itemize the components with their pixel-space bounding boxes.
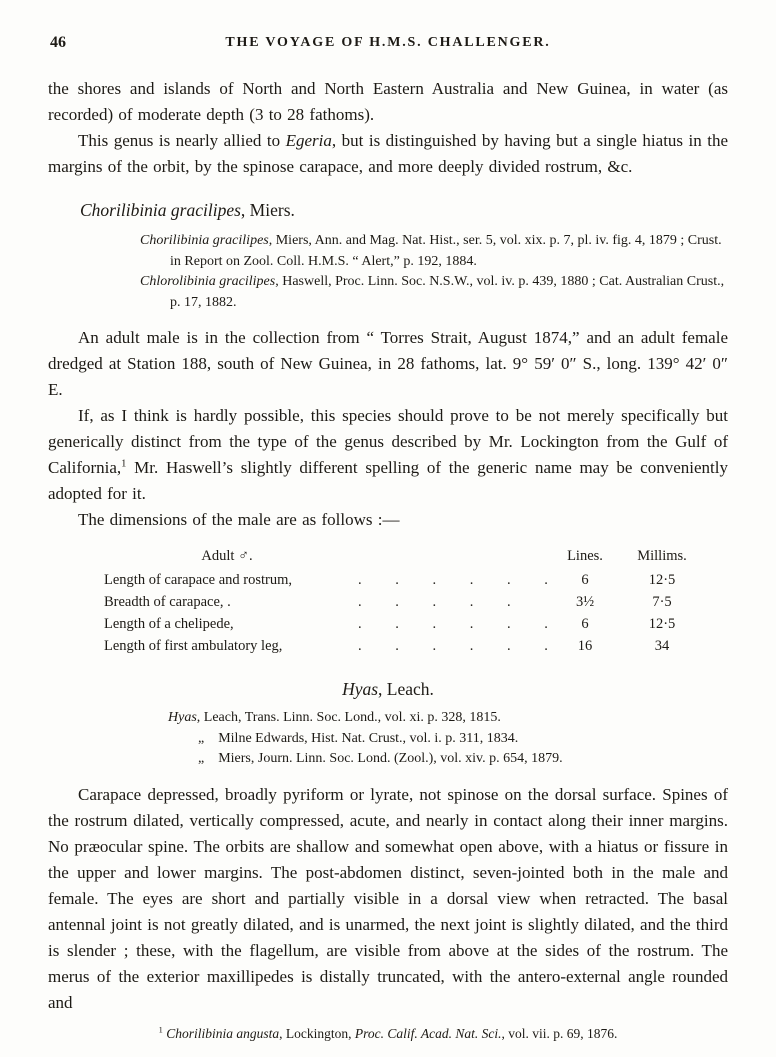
table-cell-label: Length of first ambulatory leg, [104,638,283,654]
citation-line: „ Miers, Journ. Linn. Soc. Lond. (Zool.), vol. xiv. p. 654, 1879. [198,751,563,766]
table-row [104,591,710,613]
paragraph-specimens: An adult male is in the collection from “ Torres Strait, August 1874,” and an adult female dredged at Station 188, south of New Guinea, in 28 fathoms, lat. 9° 59′ 0″ S., long. 139° 42′ 0″ E. [48,328,728,399]
paragraph-genus-comparison: This genus is nearly allied to Egeria, but is distinguished by having but a single hiatus in the margins of the orbit, by the spinose carapace, and more deeply divided rostrum, &c. [48,131,728,176]
genus-heading-hyas: Hyas, Leach. [342,679,434,699]
table-cell-lines: 16 [577,638,593,654]
book-page [48,34,728,1043]
citation-line: Chorilibinia gracilipes, Miers, Ann. and Mag. Nat. Hist., ser. 5, vol. xix. p. 7, pl. iv. fig. 4, 1879 ; Crust. in Report on Zool. Coll. H.M.S. “ Alert,” p. 192, 1884. [140,233,722,269]
table-header-row [104,545,710,567]
citation-line: Hyas, Leach, Trans. Linn. Soc. Lond., vol. xi. p. 328, 1815. [168,710,501,725]
page-number: 46 [50,34,66,51]
table-cell-lines: 3½ [575,594,595,610]
paragraph-hyas-description: Carapace depressed, broadly pyriform or lyrate, not spinose on the dorsal surface. Spines of the rostrum dilated, vertically compressed, acute, and nearly in contact along their inner margins. No præocular spine. The orbits are shallow and somewhat open above, with a hiatus or fissure in the upper and lower margins. The post-abdomen distinct, seven-jointed both in the male and female. The eyes are short and partially visible in a dorsal view when retracted. The basal antennal joint is not greatly dilated, and is unarmed, the next joint is slightly dilated, and the third is slender ; these, with the flagellum, are visible from above at the sides of the rostrum. The merus of the exterior maxillipedes is distally truncated, with the antero-external angle rounded and [48,784,728,1012]
paragraph-continuation: the shores and islands of North and North Eastern Australia and New Guinea, in water (as recorded) of moderate depth (3 to 28 fathoms). [48,79,728,124]
citation-line: „ Milne Edwards, Hist. Nat. Crust., vol. i. p. 311, 1834. [198,730,519,746]
paragraph-dimensions-intro: The dimensions of the male are as follows :— [78,510,400,529]
table-header-subject: Adult ♂. [201,548,253,564]
table-header-millims: Millims. [637,548,687,564]
footnote: $^1$ Chorilibinia angusta, Lockington, Proc. Calif. Acad. Nat. Sci., vol. vii. p. 69, 1876. [158,1025,618,1041]
species-heading-chorilibinia: Chorilibinia gracilipes, Miers. [80,200,295,220]
leader-dots: . . . . . . [358,638,548,654]
table-cell-lines: 6 [581,616,589,632]
running-title: THE VOYAGE OF H.M.S. CHALLENGER. [225,35,551,50]
citation-line: Chlorolibinia gracilipes, Haswell, Proc. Linn. Soc. N.S.W., vol. iv. p. 439, 1880 ; Cat. Australian Crust., p. 17, 1882. [140,274,725,310]
table-cell-millims: 34 [654,638,670,654]
table-header-lines: Lines. [567,548,603,564]
table-cell-lines: 6 [581,572,589,588]
table-cell-label: Length of a chelipede, [104,616,234,632]
table-row [104,635,710,657]
table-cell-millims: 7·5 [652,594,672,610]
table-row [104,613,710,635]
page-header [48,34,728,56]
synonymy-block-hyas [48,708,728,770]
table-cell-label: Length of carapace and rostrum, [104,572,293,588]
leader-dots: . . . . . . [358,572,548,588]
paragraph-naming: If, as I think is hardly possible, this species should prove to be not merely specifically but generically distinct from the type of the genus described by Mr. Lockington from the Gulf of California,$^1$ Mr. Haswell’s slightly different spelling of the generic name may be conveniently adopted for it. [48,406,728,503]
table-row [104,569,710,591]
table-cell-millims: 12·5 [648,616,676,632]
table-cell-label: Breadth of carapace, . [104,594,231,610]
synonymy-block-chorilibinia [48,231,728,313]
leader-dots: . . . . . . [358,616,548,632]
dimensions-table [48,545,728,657]
leader-dots: . . . . . [358,594,511,610]
table-cell-millims: 12·5 [648,572,676,588]
page-body [48,76,728,1043]
